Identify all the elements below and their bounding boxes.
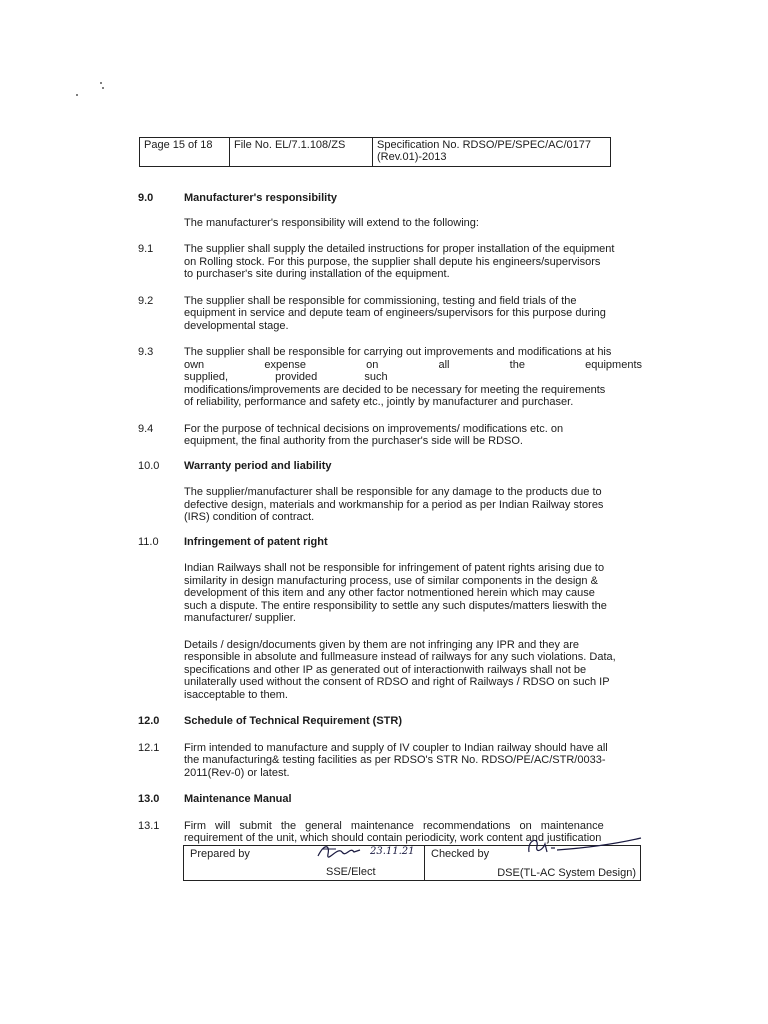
- section-11-para-1: [138, 562, 642, 625]
- paragraph: [184, 346, 642, 409]
- section-heading: Schedule of Technical Requirement (STR): [184, 715, 402, 727]
- section-heading: Infringement of patent right: [184, 535, 328, 548]
- paragraph: [184, 486, 642, 524]
- section-9-3: [138, 346, 642, 409]
- text-line: The supplier shall be responsible for commissioning, testing and field trials of the: [184, 294, 577, 307]
- text-line: modifications/improvements are decided to be necessary for meeting the requirements: [184, 383, 606, 396]
- section-9-intro: [138, 217, 642, 230]
- text-line: unilaterally used without the consent of RDSO and right of Railways / RDSO on such IP: [184, 676, 610, 688]
- section-heading: Manufacturer's responsibility: [184, 192, 337, 204]
- text-line: own expense on all the equipments supplied, provided such: [184, 358, 642, 383]
- text-line: requirement of the unit, which should contain periodicity, work content and justification: [184, 832, 602, 844]
- text-line: equipment in service and depute team of engineers/supervisors for this purpose during: [184, 307, 606, 319]
- section-number: 9.3: [138, 346, 154, 358]
- header-table: [139, 137, 611, 167]
- text-line: The supplier shall supply the detailed instructions for proper installation of the equipment: [184, 243, 615, 255]
- checker-signature: [525, 834, 645, 860]
- paragraph: [184, 243, 642, 281]
- section-heading: Warranty period and liability: [184, 459, 332, 472]
- paragraph: The manufacturer's responsibility will extend to the following:: [184, 216, 479, 229]
- section-number: 13.1: [138, 819, 160, 832]
- section-number: 11.0: [138, 535, 159, 548]
- paragraph: [184, 295, 642, 333]
- paragraph: [184, 562, 642, 625]
- page-number: Page 15 of 18: [140, 138, 230, 166]
- section-number: 9.2: [138, 294, 154, 307]
- section-13: [138, 793, 642, 806]
- text-line: manufacturer/ supplier.: [184, 612, 296, 624]
- checked-role: DSE(TL-AC System Design): [497, 867, 636, 879]
- document-body: [138, 192, 642, 845]
- section-9-4: [138, 423, 642, 448]
- section-9-1: [138, 243, 642, 281]
- scan-specks: [70, 80, 110, 100]
- checked-by-label: Checked by: [431, 848, 490, 860]
- section-12: [138, 715, 642, 728]
- section-number: 9.0: [138, 192, 154, 204]
- checked-cell: [425, 846, 640, 880]
- text-line: The supplier/manufacturer shall be responsible for any damage to the products due to: [184, 486, 602, 498]
- text-line: Firm will submit the general maintenance recommendations on maintenance: [184, 819, 604, 832]
- text-line: on Rolling stock. For this purpose, the supplier shall depute his engineers/supervisors: [184, 255, 601, 268]
- section-number: 10.0: [138, 459, 160, 472]
- prepared-role: SSE/Elect: [326, 866, 376, 878]
- text-line: Indian Railways shall not be responsible for infringement of patent rights arising due to: [184, 562, 605, 574]
- section-12-1: [138, 742, 642, 780]
- prepared-cell: [184, 846, 425, 880]
- text-line: Details / design/documents given by them are not infringing any IPR and they are: [184, 638, 580, 651]
- text-line: specifications and other IP as generated out of interactionwith railways shall not be: [184, 663, 587, 676]
- text-line: Firm intended to manufacture and supply of IV coupler to Indian railway should have all: [184, 741, 608, 754]
- text-line: of reliability, performance and safety etc., jointly by manufacturer and purchaser.: [184, 396, 574, 408]
- text-line: responsible in absolute and fullmeasure instead of railways for any such violations. Data,: [184, 651, 616, 663]
- section-10: [138, 460, 642, 473]
- paragraph: [184, 639, 642, 702]
- prepared-by-label: Prepared by: [190, 848, 250, 860]
- file-number: File No. EL/7.1.108/ZS: [230, 138, 373, 166]
- text-line: (IRS) condition of contract.: [184, 511, 315, 523]
- footer-table: [183, 845, 641, 881]
- text-line: The supplier shall be responsible for carrying out improvements and modifications at his: [184, 346, 612, 358]
- text-line: the manufacturing& testing facilities as per RDSO's STR No. RDSO/PE/AC/STR/0033-: [184, 754, 606, 766]
- text-line: to purchaser's site during installation of the equipment.: [184, 268, 450, 280]
- section-number: 13.0: [138, 793, 160, 805]
- paragraph: [184, 423, 642, 448]
- section-number: 9.1: [138, 243, 154, 255]
- paragraph: [184, 742, 642, 780]
- text-line: similarity in design manufacturing process, use of similar components in the design &: [184, 574, 598, 587]
- text-line: developmental stage.: [184, 319, 289, 332]
- text-line: such a dispute. The entire responsibility to settle any such disputes/matters lieswith the: [184, 599, 607, 612]
- section-9: [138, 192, 642, 205]
- section-number: 9.4: [138, 422, 154, 435]
- section-heading: Maintenance Manual: [184, 793, 292, 805]
- text-line: development of this item and any other factor notmentioned herein which may cause: [184, 587, 595, 599]
- section-10-body: [138, 486, 642, 524]
- preparer-date: 23.11.21: [370, 846, 415, 857]
- section-number: 12.0: [138, 715, 160, 727]
- spec-line-1: Specification No. RDSO/PE/SPEC/AC/0177: [377, 139, 591, 151]
- section-11: [138, 536, 642, 549]
- text-line: equipment, the final authority from the purchaser's side will be RDSO.: [184, 435, 523, 447]
- text-line: defective design, materials and workmanship for a period as per Indian Railway stores: [184, 498, 604, 511]
- section-9-2: [138, 295, 642, 333]
- section-number: 12.1: [138, 741, 160, 754]
- section-11-para-2: [138, 639, 642, 702]
- text-line: For the purpose of technical decisions on improvements/ modifications etc. on: [184, 422, 564, 435]
- specification-number: [373, 138, 610, 166]
- text-line: 2011(Rev-0) or latest.: [184, 766, 290, 779]
- spec-line-2: (Rev.01)-2013: [377, 151, 447, 163]
- text-line: isacceptable to them.: [184, 688, 288, 701]
